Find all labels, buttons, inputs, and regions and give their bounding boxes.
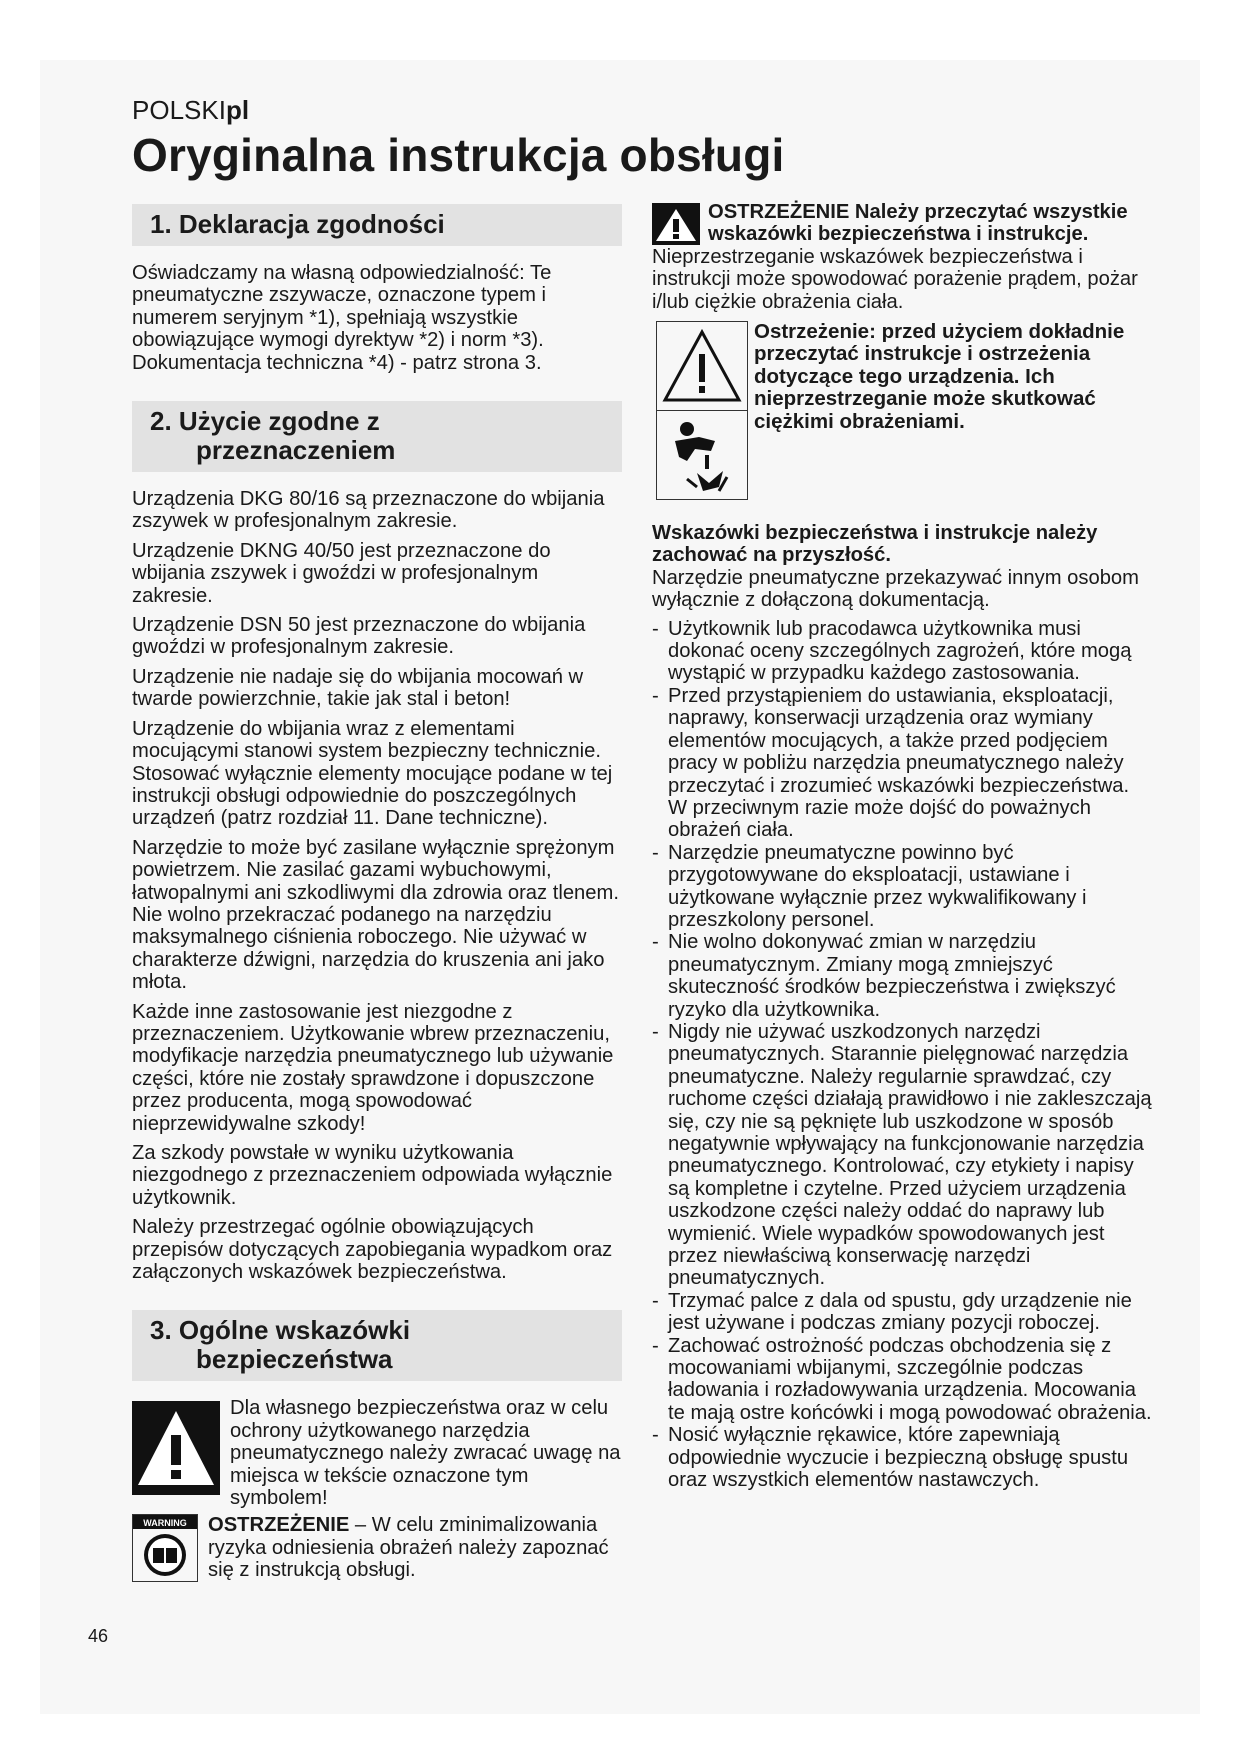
list-item: - Nigdy nie używać uszkodzonych narzędzi pneumatycznych. Starannie pielęgnować narzędzia pneumatyczne. Należy regularnie sprawdzać, czy ruchome części działają prawidłowo i nie zakleszczają się, czy nie są pęknięte lub uszkodzone w sposób negatywnie wpływający na funkcjonowanie narzędzia pneumatycznego. Kontrolować, czy etykiety i napisy są kompletne i czytelne. Przed użyciem urządzenia uszkodzone części należy oddać do naprawy lub wymienić. Wiele wypadków spowodowanych jest przez niewłaściwą konserwację narzędzi pneumatycznych. (652, 1021, 1152, 1290)
svg-text:WARNING: WARNING (143, 1518, 187, 1529)
manual-warning (132, 1514, 622, 1582)
list-item: - Nie wolno dokonywać zmian w narzędziu pneumatycznym. Zmiany mogą zmniejszyć skuteczność środków bezpieczeństwa i zwiększyć ryzyko dla użytkownika. (652, 931, 1152, 1021)
section-2-paragraph: Za szkody powstałe w wyniku użytkowania niezgodnego z przeznaczeniem odpowiada wyłącznie użytkownik. (132, 1142, 613, 1209)
section-1-paragraph: Oświadczamy na własną odpowiedzialność: Te pneumatyczne zszywacze, oznaczone typem i numerem seryjnym *1), spełniają wszystkie obowiązujące wymogi dyrektyw *2) i norm *3). Dokumentacja techniczna *4) - patrz strona 3. (132, 262, 552, 374)
left-column (132, 204, 622, 1582)
safety-intro-text: Dla własnego bezpieczeństwa oraz w celu ochrony użytkowanego narzędzia pneumatycznego należy zwracać uwagę na miejsca w tekście oznaczone tym symbolem! (230, 1397, 621, 1510)
manual-warning-text: OSTRZEŻENIE – W celu zminimalizowania ryzyka odniesienia obrażeń należy zapoznać się z instrukcją obsługi. (208, 1514, 609, 1582)
section-3-heading: 3. Ogólne wskazówki bezpieczeństwa (132, 1310, 622, 1381)
safety-symbol-note (132, 1397, 622, 1509)
page-title: Oryginalna instrukcja obsługi (132, 129, 785, 181)
list-item: - Użytkownik lub pracodawca użytkownika musi dokonać oceny szczególnych zagrożeń, które mogą wystąpić w przypadku każdego zastosowania. (652, 618, 1152, 685)
boxed-warning-text: Ostrzeżenie: przed użyciem dokładnie przeczytać instrukcje i ostrzeżenia dotyczące tego urządzenia. Ich nieprzestrzeganie może skutkować ciężkimi obrażeniami. (754, 320, 1125, 433)
page-number: 46 (88, 1626, 109, 1646)
keep-instructions: Wskazówki bezpieczeństwa i instrukcje należy zachować na przyszłość. Narzędzie pneumatyczne przekazywać innym osobom wyłącznie z dołączoną dokumentacją. (652, 522, 1139, 612)
list-item: - Narzędzie pneumatyczne powinno być przygotowywane do eksploatacji, ustawiane i użytkowane wyłącznie przez wykwalifikowany i przeszkolony personel. (652, 842, 1152, 932)
language-label: POLSKIpl (132, 95, 250, 125)
list-item: - Trzymać palce z dala od spustu, gdy urządzenie nie jest używane i podczas zmiany pozycji roboczej. (652, 1290, 1152, 1335)
section-2-paragraph: Urządzenie DKNG 40/50 jest przeznaczone do wbijania zszywek i gwoździ w profesjonalnym zakresie. (132, 539, 551, 607)
read-all-warning: OSTRZEŻENIE Należy przeczytać wszystkie wskazówki bezpieczeństwa i instrukcje. Nieprzestrzeganie wskazówek bezpieczeństwa i instrukcji może spowodować porażenie prądem, pożar i/lub ciężkie obrażenia ciała. (652, 201, 1138, 313)
read-manual-icon (132, 1514, 198, 1582)
section-2-paragraph: Urządzenie do wbijania wraz z elementami mocującymi stanowi system bezpieczny technicznie. Stosować wyłącznie elementy mocujące podane w tej instrukcji obsługi odpowiednie do poszczególnych urządzeń (patrz rozdział 11. Dane techniczne). (132, 717, 613, 830)
safety-bullet-list (652, 618, 1152, 1492)
section-2-paragraph: Urządzenie DSN 50 jest przeznaczone do wbijania gwoździ w profesjonalnym zakresie. (132, 614, 586, 659)
section-2-paragraph: Każde inne zastosowanie jest niezgodne z przeznaczeniem. Użytkowanie wbrew przeznaczeniu, modyfikacje narzędzia pneumatycznego lub używanie części, które nie zostały sprawdzone i dopuszczone przez producenta, mogą spowodować nieprzewidywalne szkody! (132, 1000, 614, 1135)
warning-triangle-icon (652, 203, 700, 245)
list-item: - Nosić wyłącznie rękawice, które zapewniają odpowiednie wyczucie i bezpieczną obsługę spustu oraz wszystkich elementów nastawczych. (652, 1424, 1152, 1491)
warning-triangle-icon (132, 1401, 220, 1495)
section-2-paragraph: Urządzenie nie nadaje się do wbijania mocowań w twarde powierzchnie, takie jak stal i beton! (132, 665, 584, 711)
nailer-hazard-icon (657, 411, 747, 499)
right-column (652, 201, 1152, 1492)
section-2-heading: 2. Użycie zgodne z przeznaczeniem (132, 401, 622, 472)
caution-triangle-icon (657, 322, 747, 410)
boxed-warning (656, 321, 1152, 500)
section-2-paragraph: Narzędzie to może być zasilane wyłącznie sprężonym powietrzem. Nie zasilać gazami wybuchowymi, łatwopalnymi ani szkodliwymi dla zdrowia oraz tlenem. Nie wolno przekraczać podanego na narzędziu maksymalnego ciśnienia roboczego. Nie używać w charakterze dźwigni, narzędzia do kruszenia ani jako młota. (132, 836, 619, 994)
list-item: - Zachować ostrożność podczas obchodzenia się z mocowaniami wbijanymi, szczególnie podczas ładowania i rozładowywania urządzenia. Mocowania te mają ostre końcówki i mogą powodować obrażenia. (652, 1335, 1152, 1425)
warning-pictograms (656, 321, 748, 500)
section-2-paragraph: Należy przestrzegać ogólnie obowiązujących przepisów dotyczących zapobiegania wypadkom oraz załączonych wskazówek bezpieczeństwa. (132, 1216, 613, 1284)
list-item: - Przed przystąpieniem do ustawiania, eksploatacji, naprawy, konserwacji urządzenia oraz wymiany elementów mocujących, a także przed podjęciem pracy w pobliżu narzędzia pneumatycznego należy przeczytać i zrozumieć wskazówki bezpieczeństwa. W przeciwnym razie może dojść do poważnych obrażeń ciała. (652, 685, 1152, 842)
section-1-heading: 1. Deklaracja zgodności (132, 204, 622, 246)
section-2-paragraph: Urządzenia DKG 80/16 są przeznaczone do wbijania zszywek w profesjonalnym zakresie. (132, 488, 605, 533)
